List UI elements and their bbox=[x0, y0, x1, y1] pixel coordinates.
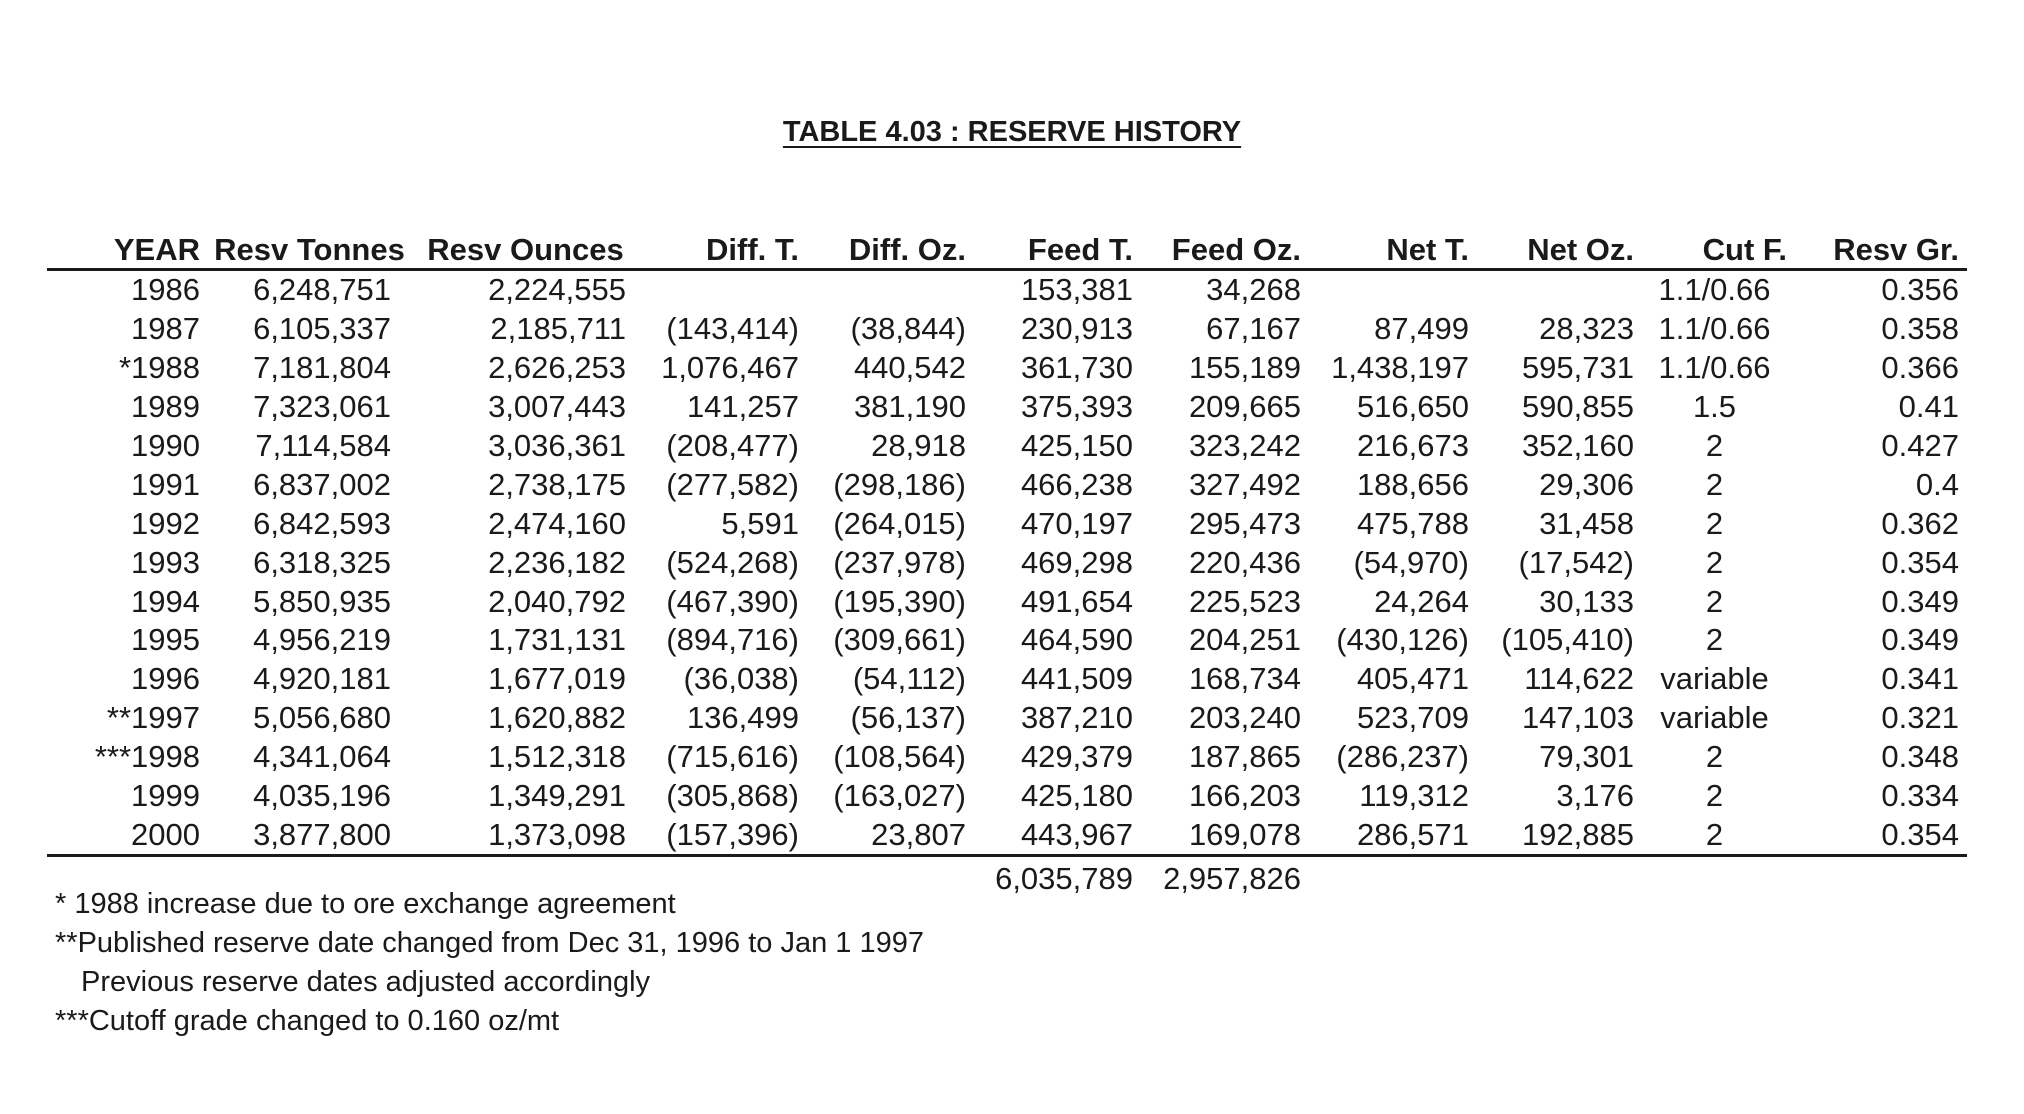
cell-year: 1987 bbox=[131, 311, 200, 347]
table-header-row bbox=[47, 230, 1967, 270]
cell-net-t: (54,970) bbox=[1353, 544, 1469, 580]
cell-net-t: 1,438,197 bbox=[1331, 350, 1469, 386]
cell-diff-t: (143,414) bbox=[666, 311, 799, 347]
cell-feed-oz: 203,240 bbox=[1188, 700, 1301, 736]
cell-feed-oz: 169,078 bbox=[1141, 815, 1309, 855]
totals-spacer bbox=[1477, 856, 1642, 898]
cell-diff-oz: (237,978) bbox=[833, 544, 966, 580]
cell-diff-t: (277,582) bbox=[666, 466, 799, 502]
cell-diff-t: (894,716) bbox=[666, 622, 799, 658]
cell-net-oz: (17,542) bbox=[1518, 544, 1634, 580]
cell-feed-t: 470,197 bbox=[1020, 505, 1133, 541]
total-feed-t: 6,035,789 bbox=[995, 860, 1133, 896]
cell-resv-ounces: 1,731,131 bbox=[488, 622, 626, 658]
cell-net-oz: 192,885 bbox=[1477, 815, 1642, 855]
cell-feed-t: 443,967 bbox=[974, 815, 1141, 855]
cell-resv-gr: 0.341 bbox=[1881, 661, 1959, 697]
cell-year: 1992 bbox=[131, 505, 200, 541]
cell-diff-t: 1,076,467 bbox=[661, 350, 799, 386]
cell-feed-t: 153,381 bbox=[1020, 272, 1133, 308]
cell-net-oz: 3,176 bbox=[1556, 778, 1634, 814]
cell-net-t: 24,264 bbox=[1374, 583, 1469, 619]
cell-feed-oz: 166,203 bbox=[1188, 778, 1301, 814]
cell-diff-oz: (195,390) bbox=[833, 583, 966, 619]
cell-net-oz bbox=[1477, 270, 1642, 310]
cell-year: ***1998 bbox=[94, 739, 200, 775]
footnotes bbox=[55, 885, 924, 1041]
total-feed-oz: 2,957,826 bbox=[1163, 860, 1301, 896]
cell-resv-ounces: 1,512,318 bbox=[488, 739, 626, 775]
cell-resv-gr: 0.41 bbox=[1898, 389, 1959, 425]
cell-resv-ounces: 1,373,098 bbox=[419, 815, 640, 855]
cell-resv-tonnes: 7,114,584 bbox=[255, 428, 391, 463]
table-row bbox=[47, 621, 1967, 660]
table-row bbox=[47, 270, 1967, 310]
cell-year: 1989 bbox=[131, 389, 200, 425]
cell-cut-f: 2 bbox=[1705, 428, 1724, 463]
cell-feed-t: 469,298 bbox=[1020, 544, 1133, 580]
cell-feed-oz: 155,189 bbox=[1188, 350, 1301, 386]
cell-feed-t: 387,210 bbox=[1020, 700, 1133, 736]
table-row bbox=[47, 504, 1967, 543]
cell-year: 1995 bbox=[131, 622, 200, 658]
table-row bbox=[47, 815, 1967, 855]
column-header-feed-oz: Feed Oz. bbox=[1141, 230, 1309, 270]
cell-feed-oz: 220,436 bbox=[1188, 544, 1301, 580]
cell-net-t: (430,126) bbox=[1336, 622, 1469, 658]
table-row bbox=[47, 465, 1967, 504]
cell-diff-oz: 381,190 bbox=[853, 389, 966, 425]
cell-diff-t: 5,591 bbox=[721, 505, 799, 541]
cell-resv-gr: 0.321 bbox=[1881, 700, 1959, 736]
cell-net-oz: 590,855 bbox=[1521, 389, 1634, 425]
cell-net-t: 216,673 bbox=[1356, 428, 1469, 463]
column-header-resv-gr: Resv Gr. bbox=[1795, 230, 1967, 270]
cell-resv-ounces: 2,224,555 bbox=[488, 272, 626, 308]
table-row bbox=[47, 543, 1967, 582]
cell-diff-oz: (298,186) bbox=[833, 466, 966, 502]
cell-resv-ounces: 1,620,882 bbox=[488, 700, 626, 736]
cell-feed-t: 425,180 bbox=[1020, 778, 1133, 814]
cell-resv-ounces: 2,738,175 bbox=[488, 466, 626, 502]
cell-resv-gr: 0.358 bbox=[1881, 311, 1959, 347]
footnote-1998: ***Cutoff grade changed to 0.160 oz/mt bbox=[55, 1005, 560, 1037]
cell-resv-tonnes: 6,842,593 bbox=[253, 505, 391, 541]
cell-feed-t: 361,730 bbox=[1020, 350, 1133, 386]
table-body bbox=[47, 270, 1967, 856]
cell-resv-tonnes: 6,318,325 bbox=[253, 544, 391, 580]
cell-resv-ounces: 3,007,443 bbox=[488, 389, 626, 425]
cell-net-oz: 147,103 bbox=[1521, 700, 1634, 736]
table-row bbox=[47, 777, 1967, 816]
cell-cut-f: 2 bbox=[1705, 583, 1724, 619]
footnote-1988: * 1988 increase due to ore exchange agreement bbox=[55, 888, 676, 920]
cell-year: 1994 bbox=[131, 583, 200, 619]
cell-resv-tonnes: 6,837,002 bbox=[253, 466, 391, 502]
cell-diff-t: (467,390) bbox=[666, 583, 799, 619]
cell-resv-ounces: 2,236,182 bbox=[488, 544, 626, 580]
cell-resv-tonnes: 4,341,064 bbox=[253, 739, 391, 775]
cell-cut-f: 2 bbox=[1705, 778, 1724, 814]
cell-feed-oz: 168,734 bbox=[1188, 661, 1301, 697]
cell-resv-gr: 0.356 bbox=[1881, 272, 1959, 308]
totals-spacer bbox=[1309, 856, 1477, 898]
cell-cut-f: 1.5 bbox=[1692, 389, 1737, 425]
table-row bbox=[47, 738, 1967, 777]
cell-diff-oz: 440,542 bbox=[853, 350, 966, 386]
column-header-diff-t: Diff. T. bbox=[640, 230, 807, 270]
cell-cut-f: 2 bbox=[1705, 466, 1724, 502]
cell-diff-t: (715,616) bbox=[666, 739, 799, 775]
cell-cut-f: 2 bbox=[1705, 622, 1724, 658]
cell-cut-f: 2 bbox=[1705, 505, 1724, 541]
cell-resv-ounces: 2,474,160 bbox=[488, 505, 626, 541]
table-row bbox=[47, 582, 1967, 621]
cell-net-oz: 595,731 bbox=[1521, 350, 1634, 386]
cell-year: 1999 bbox=[131, 778, 200, 814]
cell-resv-tonnes: 7,323,061 bbox=[253, 389, 391, 425]
cell-resv-tonnes: 4,920,181 bbox=[253, 661, 391, 697]
cell-resv-ounces: 2,185,711 bbox=[490, 311, 626, 347]
cell-diff-t: 136,499 bbox=[686, 700, 799, 736]
cell-diff-oz: 23,807 bbox=[807, 815, 974, 855]
cell-diff-oz: (108,564) bbox=[833, 739, 966, 775]
cell-resv-gr: 0.349 bbox=[1881, 622, 1959, 658]
cell-year: *1988 bbox=[118, 350, 200, 386]
cell-resv-gr: 0.349 bbox=[1881, 583, 1959, 619]
cell-cut-f: variable bbox=[1660, 661, 1769, 697]
cell-resv-tonnes: 4,956,219 bbox=[253, 622, 391, 658]
cell-resv-ounces: 2,040,792 bbox=[488, 583, 626, 619]
cell-resv-gr: 0.334 bbox=[1881, 778, 1959, 814]
cell-feed-t: 491,654 bbox=[1020, 583, 1133, 619]
cell-diff-t: (524,268) bbox=[666, 544, 799, 580]
cell-resv-ounces: 2,626,253 bbox=[488, 350, 626, 386]
cell-net-t: 516,650 bbox=[1356, 389, 1469, 425]
cell-feed-oz: 327,492 bbox=[1188, 466, 1301, 502]
cell-diff-oz: (56,137) bbox=[850, 700, 966, 736]
cell-feed-oz: 225,523 bbox=[1188, 583, 1301, 619]
totals-spacer bbox=[1642, 856, 1795, 898]
cell-year: 1986 bbox=[131, 272, 200, 308]
cell-net-oz: (105,410) bbox=[1501, 622, 1634, 658]
cell-resv-tonnes: 5,056,680 bbox=[253, 700, 391, 736]
cell-resv-tonnes: 3,877,800 bbox=[208, 815, 419, 855]
column-header-diff-oz: Diff. Oz. bbox=[807, 230, 974, 270]
cell-diff-oz bbox=[807, 270, 974, 310]
cell-resv-tonnes: 5,850,935 bbox=[253, 583, 391, 619]
cell-net-t: 286,571 bbox=[1309, 815, 1477, 855]
cell-net-oz: 31,458 bbox=[1539, 505, 1634, 541]
table-title: TABLE 4.03 : RESERVE HISTORY bbox=[782, 116, 1242, 148]
cell-net-t: 523,709 bbox=[1356, 700, 1469, 736]
cell-net-oz: 79,301 bbox=[1539, 739, 1634, 775]
cell-diff-t: 141,257 bbox=[686, 389, 799, 425]
cell-cut-f: 2 bbox=[1642, 815, 1795, 855]
cell-year: 1991 bbox=[131, 466, 200, 502]
column-header-cut-f: Cut F. bbox=[1642, 230, 1795, 270]
cell-net-t bbox=[1309, 270, 1477, 310]
cell-diff-t bbox=[640, 270, 807, 310]
cell-cut-f: 1.1/0.66 bbox=[1658, 272, 1771, 308]
cell-feed-t: 230,913 bbox=[1020, 311, 1133, 347]
cell-cut-f: variable bbox=[1660, 700, 1769, 736]
cell-cut-f: 1.1/0.66 bbox=[1658, 350, 1771, 386]
cell-year: 2000 bbox=[47, 815, 208, 855]
cell-feed-t: 375,393 bbox=[1020, 389, 1133, 425]
column-header-feed-t: Feed T. bbox=[974, 230, 1141, 270]
cell-feed-oz: 209,665 bbox=[1188, 389, 1301, 425]
cell-resv-gr: 0.354 bbox=[1795, 815, 1967, 855]
footnote-1997-continued: Previous reserve dates adjusted accordingly bbox=[81, 966, 651, 998]
cell-year: 1996 bbox=[131, 661, 200, 697]
cell-resv-ounces: 1,349,291 bbox=[488, 778, 626, 814]
cell-feed-t: 466,238 bbox=[1020, 466, 1133, 502]
cell-net-t: 475,788 bbox=[1356, 505, 1469, 541]
cell-feed-oz: 187,865 bbox=[1188, 739, 1301, 775]
cell-cut-f: 2 bbox=[1705, 544, 1724, 580]
cell-diff-t: (36,038) bbox=[683, 661, 799, 697]
cell-diff-oz: 28,918 bbox=[871, 428, 966, 463]
table-row bbox=[47, 310, 1967, 349]
cell-year: 1990 bbox=[131, 428, 200, 463]
cell-resv-tonnes: 6,248,751 bbox=[253, 272, 391, 308]
cell-net-t: 405,471 bbox=[1356, 661, 1469, 697]
cell-diff-t: (157,396) bbox=[640, 815, 807, 855]
cell-resv-gr: 0.354 bbox=[1881, 544, 1959, 580]
cell-diff-oz: (163,027) bbox=[833, 778, 966, 814]
cell-cut-f: 1.1/0.66 bbox=[1658, 311, 1771, 347]
column-header-net-t: Net T. bbox=[1309, 230, 1477, 270]
cell-resv-gr: 0.366 bbox=[1881, 350, 1959, 386]
cell-diff-oz: (54,112) bbox=[852, 661, 966, 697]
column-header-net-oz: Net Oz. bbox=[1477, 230, 1642, 270]
cell-net-oz: 28,323 bbox=[1539, 311, 1634, 347]
cell-resv-gr: 0.362 bbox=[1881, 505, 1959, 541]
cell-diff-t: (208,477) bbox=[666, 428, 799, 463]
cell-resv-gr: 0.4 bbox=[1915, 466, 1959, 502]
cell-feed-oz: 34,268 bbox=[1206, 272, 1301, 308]
cell-net-t: 87,499 bbox=[1374, 311, 1469, 347]
table-row bbox=[47, 349, 1967, 388]
cell-diff-oz: (309,661) bbox=[833, 622, 966, 658]
cell-feed-oz: 204,251 bbox=[1188, 622, 1301, 658]
cell-feed-oz: 323,242 bbox=[1188, 428, 1301, 463]
cell-resv-tonnes: 7,181,804 bbox=[253, 350, 391, 386]
column-header-year: YEAR bbox=[47, 230, 208, 270]
cell-cut-f: 2 bbox=[1705, 739, 1724, 775]
cell-feed-t: 441,509 bbox=[1020, 661, 1133, 697]
table-row bbox=[47, 388, 1967, 427]
cell-feed-oz: 295,473 bbox=[1188, 505, 1301, 541]
cell-resv-gr: 0.348 bbox=[1881, 739, 1959, 775]
cell-net-t: (286,237) bbox=[1336, 739, 1469, 775]
cell-net-t: 119,312 bbox=[1359, 778, 1469, 814]
cell-net-oz: 29,306 bbox=[1539, 466, 1634, 502]
cell-resv-gr: 0.427 bbox=[1881, 428, 1959, 463]
reserve-history-table bbox=[47, 230, 1967, 898]
footnote-1997: **Published reserve date changed from Dec 31, 1996 to Jan 1 1997 bbox=[55, 927, 924, 959]
cell-net-oz: 114,622 bbox=[1524, 661, 1634, 697]
cell-diff-t: (305,868) bbox=[666, 778, 799, 814]
cell-year: **1997 bbox=[106, 700, 200, 736]
totals-spacer bbox=[1795, 856, 1967, 898]
cell-resv-tonnes: 4,035,196 bbox=[253, 778, 391, 814]
cell-net-oz: 352,160 bbox=[1521, 428, 1634, 463]
cell-diff-oz: (38,844) bbox=[850, 311, 966, 347]
cell-year: 1993 bbox=[131, 544, 200, 580]
table-row bbox=[47, 660, 1967, 699]
table-row bbox=[47, 699, 1967, 738]
column-header-resv-ounces: Resv Ounces bbox=[419, 230, 640, 270]
cell-diff-oz: (264,015) bbox=[833, 505, 966, 541]
cell-resv-ounces: 3,036,361 bbox=[488, 428, 626, 463]
cell-net-t: 188,656 bbox=[1356, 466, 1469, 502]
cell-resv-ounces: 1,677,019 bbox=[488, 661, 626, 697]
cell-resv-tonnes: 6,105,337 bbox=[253, 311, 391, 347]
cell-feed-oz: 67,167 bbox=[1206, 311, 1301, 347]
column-header-resv-tonnes: Resv Tonnes bbox=[208, 230, 419, 270]
table-row bbox=[47, 427, 1967, 466]
cell-feed-t: 429,379 bbox=[1020, 739, 1133, 775]
cell-net-oz: 30,133 bbox=[1539, 583, 1634, 619]
cell-feed-t: 464,590 bbox=[1020, 622, 1133, 658]
cell-feed-t: 425,150 bbox=[1020, 428, 1133, 463]
